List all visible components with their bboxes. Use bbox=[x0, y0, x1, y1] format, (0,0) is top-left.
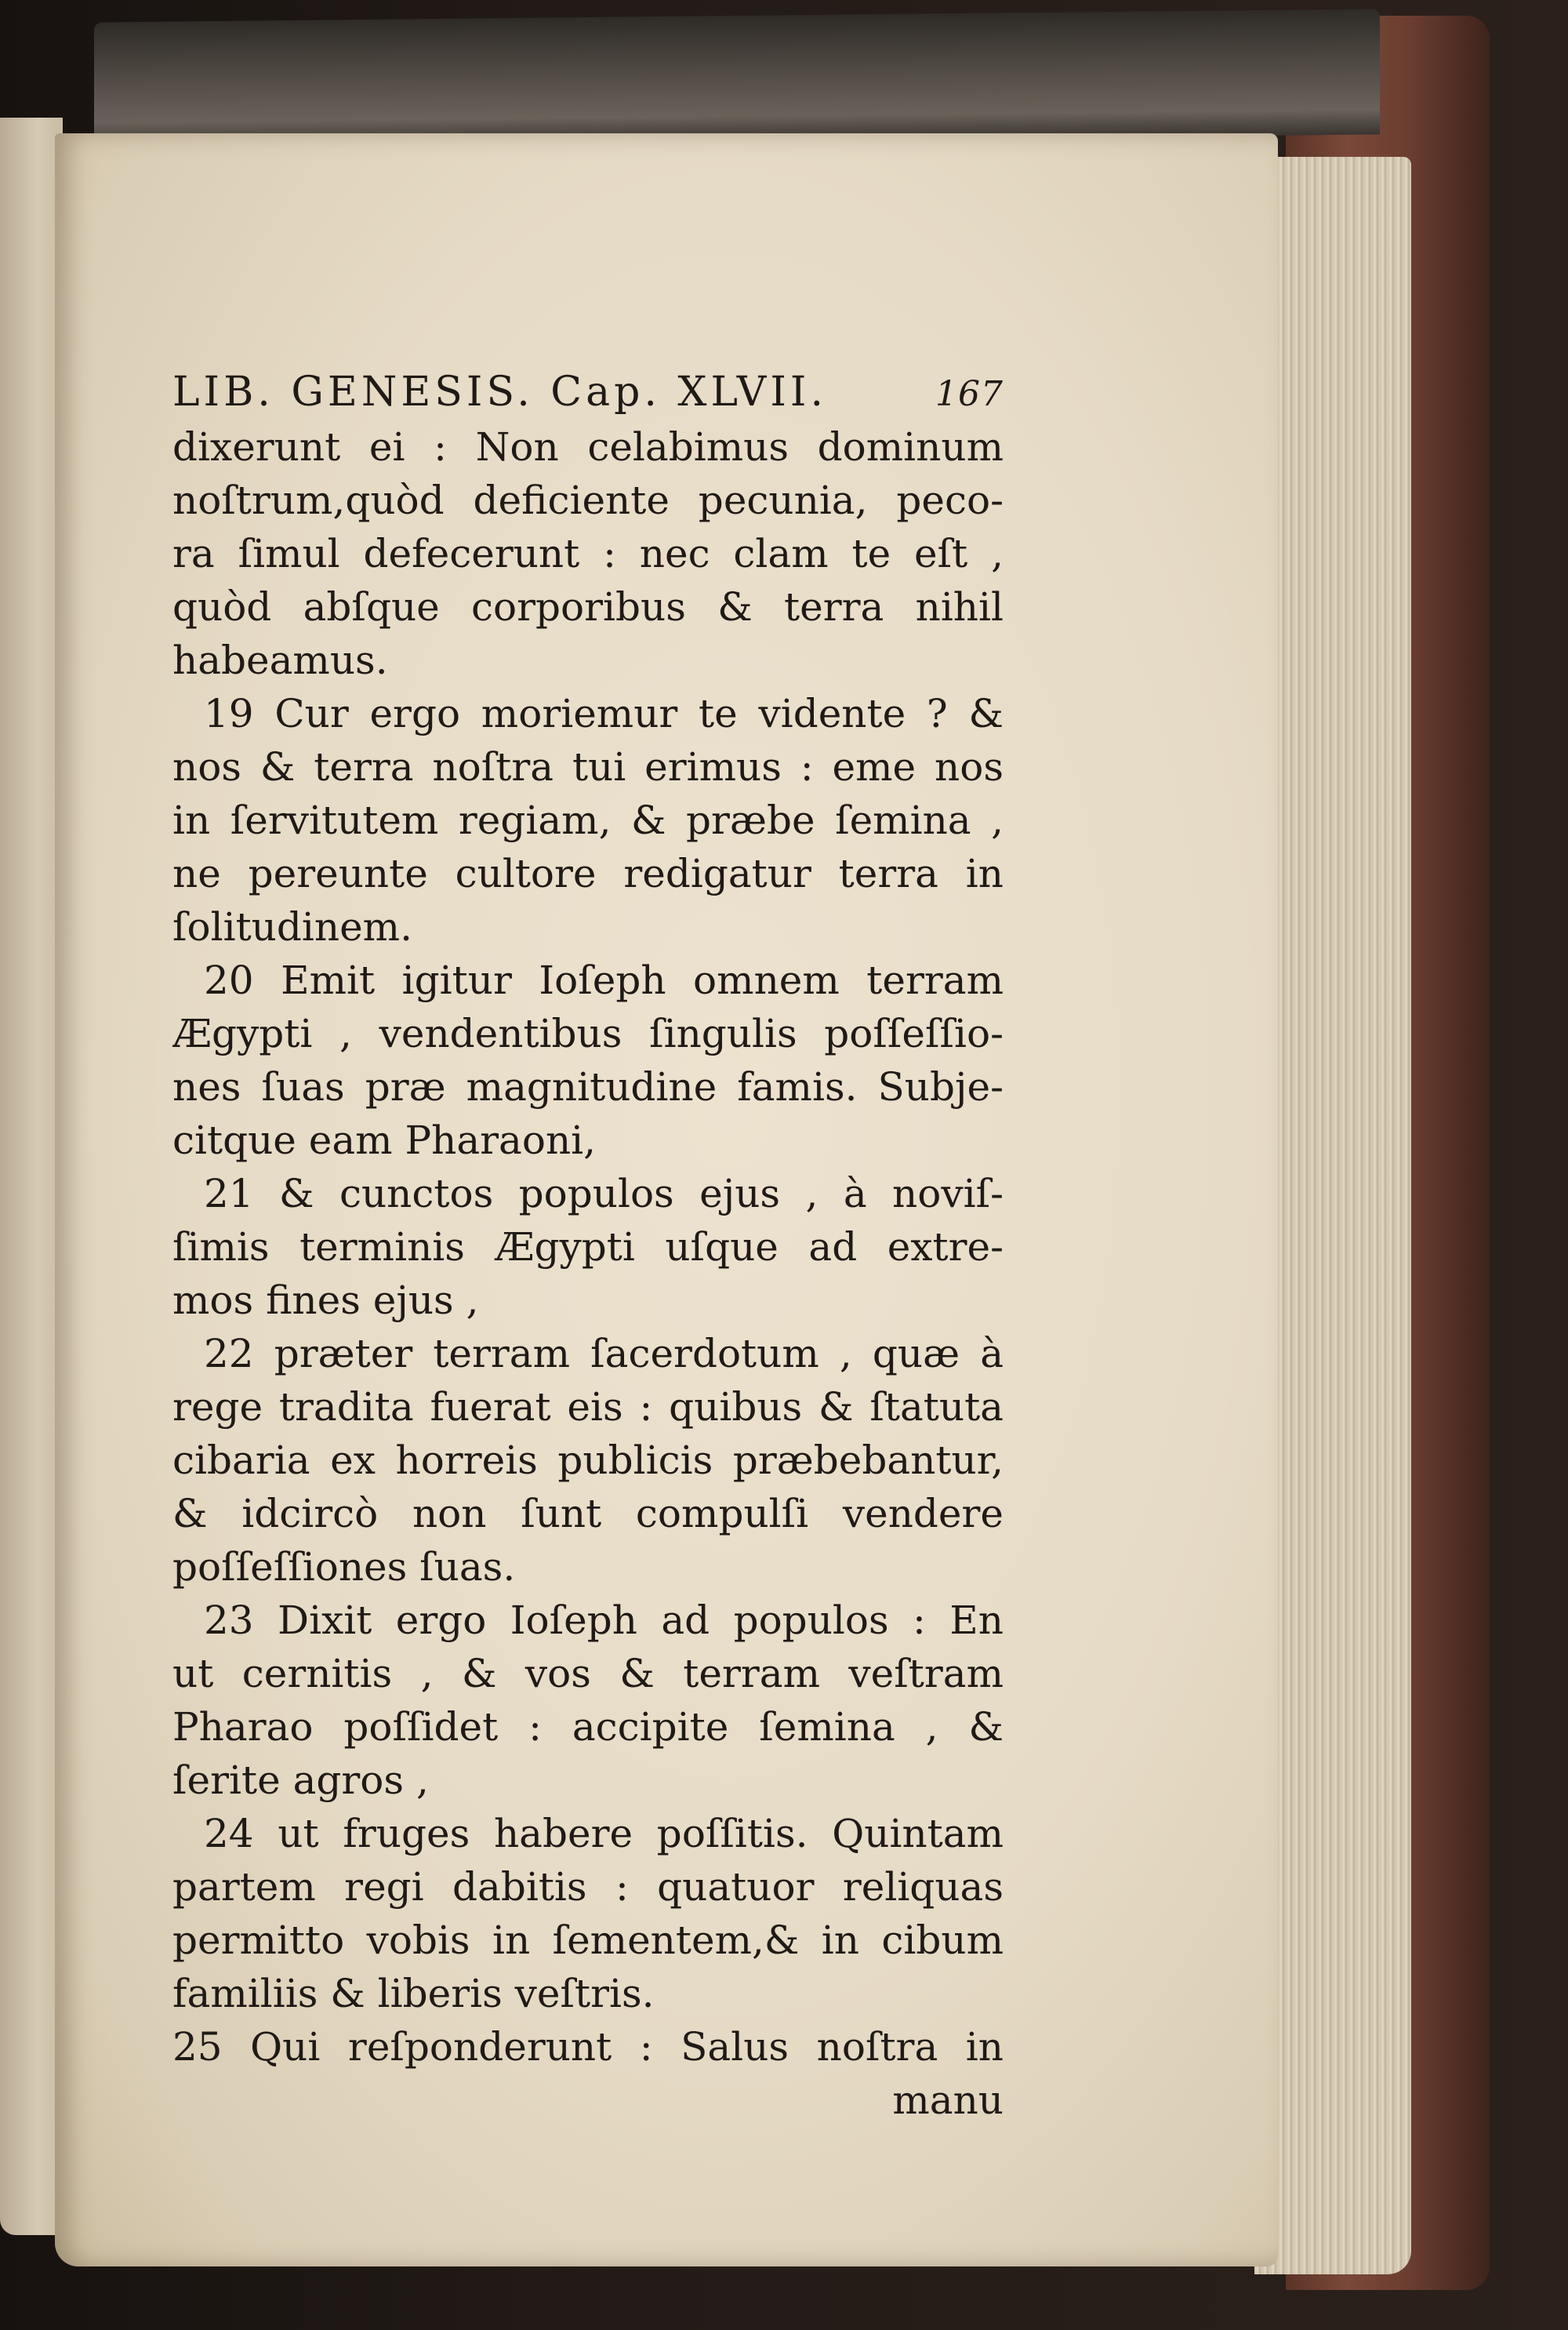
text-line: in ſervitutem regiam, & præbe ſemina , bbox=[172, 798, 1004, 843]
text-line: partem regi dabitis : quatuor reliquas bbox=[172, 1864, 1004, 1910]
text-line: rege tradita fuerat eis : quibus & ſtatuta bbox=[172, 1384, 1004, 1430]
verse-line: 20 Emit igitur Ioſeph omnem terram bbox=[204, 958, 1004, 1003]
verse-line: 21 & cunctos populos ejus , à noviſ- bbox=[204, 1171, 1004, 1216]
verse-line: 22 præter terram ſacerdotum , quæ à bbox=[204, 1331, 1004, 1376]
page-number: 167 bbox=[935, 374, 1004, 414]
text-line: ut cernitis , & vos & terram veſtram bbox=[172, 1651, 1004, 1696]
text-line: ſimis terminis Ægypti uſque ad extre- bbox=[172, 1224, 1004, 1270]
running-head bbox=[172, 369, 1004, 419]
verse-line: 19 Cur ergo moriemur te vidente ? & bbox=[204, 691, 1004, 736]
text-line: citque eam Pharaoni, bbox=[172, 1118, 597, 1163]
text-line: ſolitudinem. bbox=[172, 904, 412, 950]
text-line: mos fines ejus , bbox=[172, 1278, 479, 1323]
running-head-title: LIB. GENESIS. Cap. XLVII. bbox=[172, 369, 827, 416]
catchword: manu bbox=[892, 2077, 1004, 2123]
text-line: cibaria ex horreis publicis præbebantur, bbox=[172, 1438, 1004, 1483]
text-line: Ægypti , vendentibus ſingulis poſſeſſio- bbox=[172, 1011, 1004, 1056]
verse-line: 23 Dixit ergo Ioſeph ad populos : En bbox=[204, 1598, 1004, 1643]
text-block bbox=[172, 369, 1004, 2127]
text-line: Pharao poſſidet : accipite ſemina , & bbox=[172, 1704, 1004, 1750]
text-line: quòd abſque corporibus & terra nihil bbox=[172, 584, 1004, 630]
text-line: dixerunt ei : Non celabimus dominum bbox=[172, 424, 1004, 470]
verse-line: 25 Qui reſponderunt : Salus noſtra in bbox=[172, 2024, 1004, 2070]
text-line: ra ſimul defecerunt : nec clam te eſt , bbox=[172, 531, 1004, 576]
text-line: & idcircò non ſunt compulſi vendere bbox=[172, 1491, 1004, 1536]
text-line: habeamus. bbox=[172, 638, 388, 683]
text-line: poſſeſſiones ſuas. bbox=[172, 1544, 516, 1590]
verso-page-edge bbox=[0, 118, 63, 2235]
text-line: ne pereunte cultore redigatur terra in bbox=[172, 851, 1004, 896]
text-line: nos & terra noſtra tui erimus : eme nos bbox=[172, 744, 1004, 790]
text-line: ſerite agros , bbox=[172, 1757, 429, 1803]
page-top-edges bbox=[94, 9, 1380, 147]
text-line: familiis & liberis veſtris. bbox=[172, 1971, 655, 2016]
verse-line: 24 ut fruges habere poſſitis. Quintam bbox=[204, 1811, 1004, 1856]
recto-page bbox=[55, 133, 1278, 2266]
fore-edge-pages bbox=[1254, 157, 1411, 2274]
text-line: nes ſuas præ magnitudine famis. Subje- bbox=[172, 1064, 1004, 1110]
text-line: permitto vobis in ſementem,& in cibum bbox=[172, 1917, 1004, 1963]
text-line: noſtrum,quòd deficiente pecunia, peco- bbox=[172, 478, 1004, 523]
